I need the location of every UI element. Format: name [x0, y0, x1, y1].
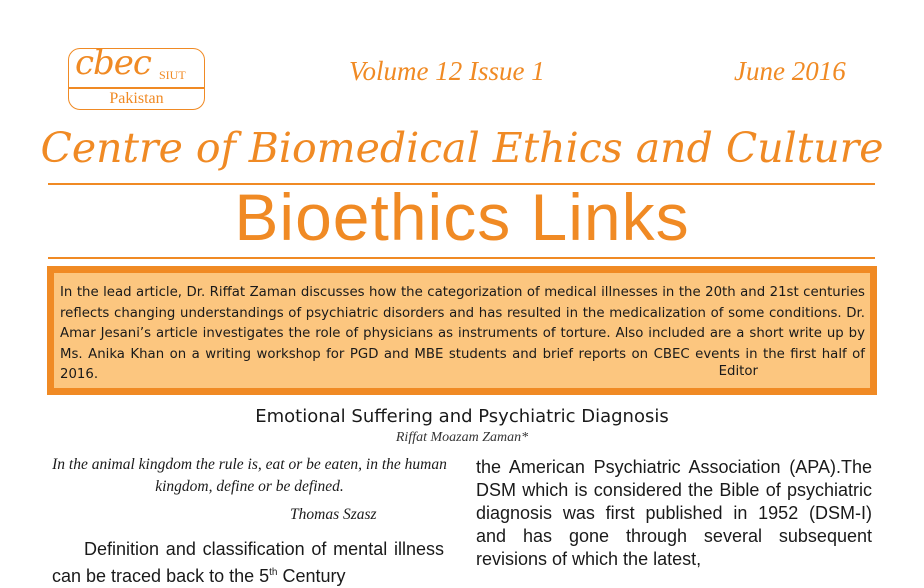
- editorial-box: [47, 266, 877, 395]
- logo-divider: [69, 87, 204, 89]
- organization-name: Centre of Biomedical Ethics and Culture: [40, 124, 884, 172]
- logo-country: Pakistan: [109, 90, 164, 107]
- logo-sub: SIUT: [159, 68, 186, 82]
- volume-issue: Volume 12 Issue 1: [349, 56, 545, 86]
- newsletter-title: Bioethics Links: [234, 180, 690, 254]
- epigraph: In the animal kingdom the rule is, eat or be eaten, in the human kingdom, define or be defined.: [52, 456, 447, 495]
- article-title: Emotional Suffering and Psychiatric Diagnosis: [255, 406, 669, 427]
- cbec-logo: [68, 43, 205, 110]
- editorial-text: In the lead article, Dr. Riffat Zaman discusses how the categorization of medical illnesses in the 20th and 21st centuries reflects changing understandings of psychiatric disorders and has resulted in the medicalization of some conditions. Dr. Amar Jesani’s article investigates the role of physicians as instruments of torture. Also included are a short write up by Ms. Anika Khan on a writing workshop for PGD and MBE students and brief reports on CBEC events in the first half of 2016.: [60, 285, 865, 382]
- text-run: Century: [277, 566, 346, 586]
- right-column-text: the American Psychiatric Association (APA).The DSM which is considered the Bible of psychiatric diagnosis was first published in 1952 (DSM-I) and has gone through several subsequent revisions of which the latest,: [476, 457, 872, 569]
- superscript: th: [269, 567, 278, 578]
- divider: [48, 257, 875, 259]
- epigraph-author: Thomas Szasz: [290, 506, 377, 523]
- text-run: Definition and classification of mental illness can be traced back to the 5: [52, 539, 444, 586]
- editorial-signature: Editor: [718, 363, 758, 379]
- article-author: Riffat Moazam Zaman*: [395, 430, 529, 445]
- left-column-text: [52, 538, 444, 588]
- issue-date: June 2016: [734, 56, 846, 86]
- logo-text: cbec: [75, 43, 151, 83]
